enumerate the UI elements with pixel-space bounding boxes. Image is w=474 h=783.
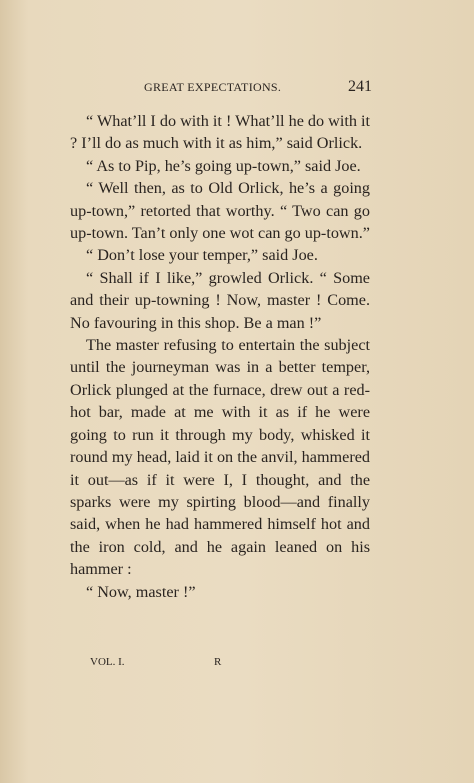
page-header — [70, 80, 372, 100]
body-text — [70, 110, 370, 603]
paragraph: “ Don’t lose your temper,” said Joe. — [86, 246, 318, 265]
paragraph: “ Shall if I like,” growled Orlick. “ Some and their up-towning ! Now, master ! Come. No favouring in this shop. Be a man !” — [70, 268, 370, 332]
volume-mark: VOL. I. — [90, 656, 125, 668]
page-number: 241 — [348, 78, 372, 95]
paragraph: “ As to Pip, he’s going up-town,” said Joe. — [86, 156, 361, 175]
running-title: GREAT EXPECTATIONS. — [144, 80, 282, 94]
paragraph: “ What’ll I do with it ! What’ll he do with it ? I’ll do as much with it as him,” said Orlick. — [70, 112, 370, 153]
paragraph: “ Well then, as to Old Orlick, he’s a going up-town,” retorted that worthy. “ Two can go up-town. Tan’t only one wot can go up-town.” — [70, 179, 370, 243]
paragraph: The master refusing to entertain the subject until the journeyman was in a better temper, Orlick plunged at the furnace, drew out a red-hot bar, made at me with it as if he were going to run it through my body, whisked it round my head, laid it on the anvil, hammered it out—as if it were I, I thought, and the sparks were my spirting blood—and finally said, when he had hammered himself hot and the iron cold, and he again leaned on his hammer : — [70, 336, 370, 579]
signature-mark: R — [214, 656, 222, 668]
paragraph: “ Now, master !” — [86, 582, 196, 601]
